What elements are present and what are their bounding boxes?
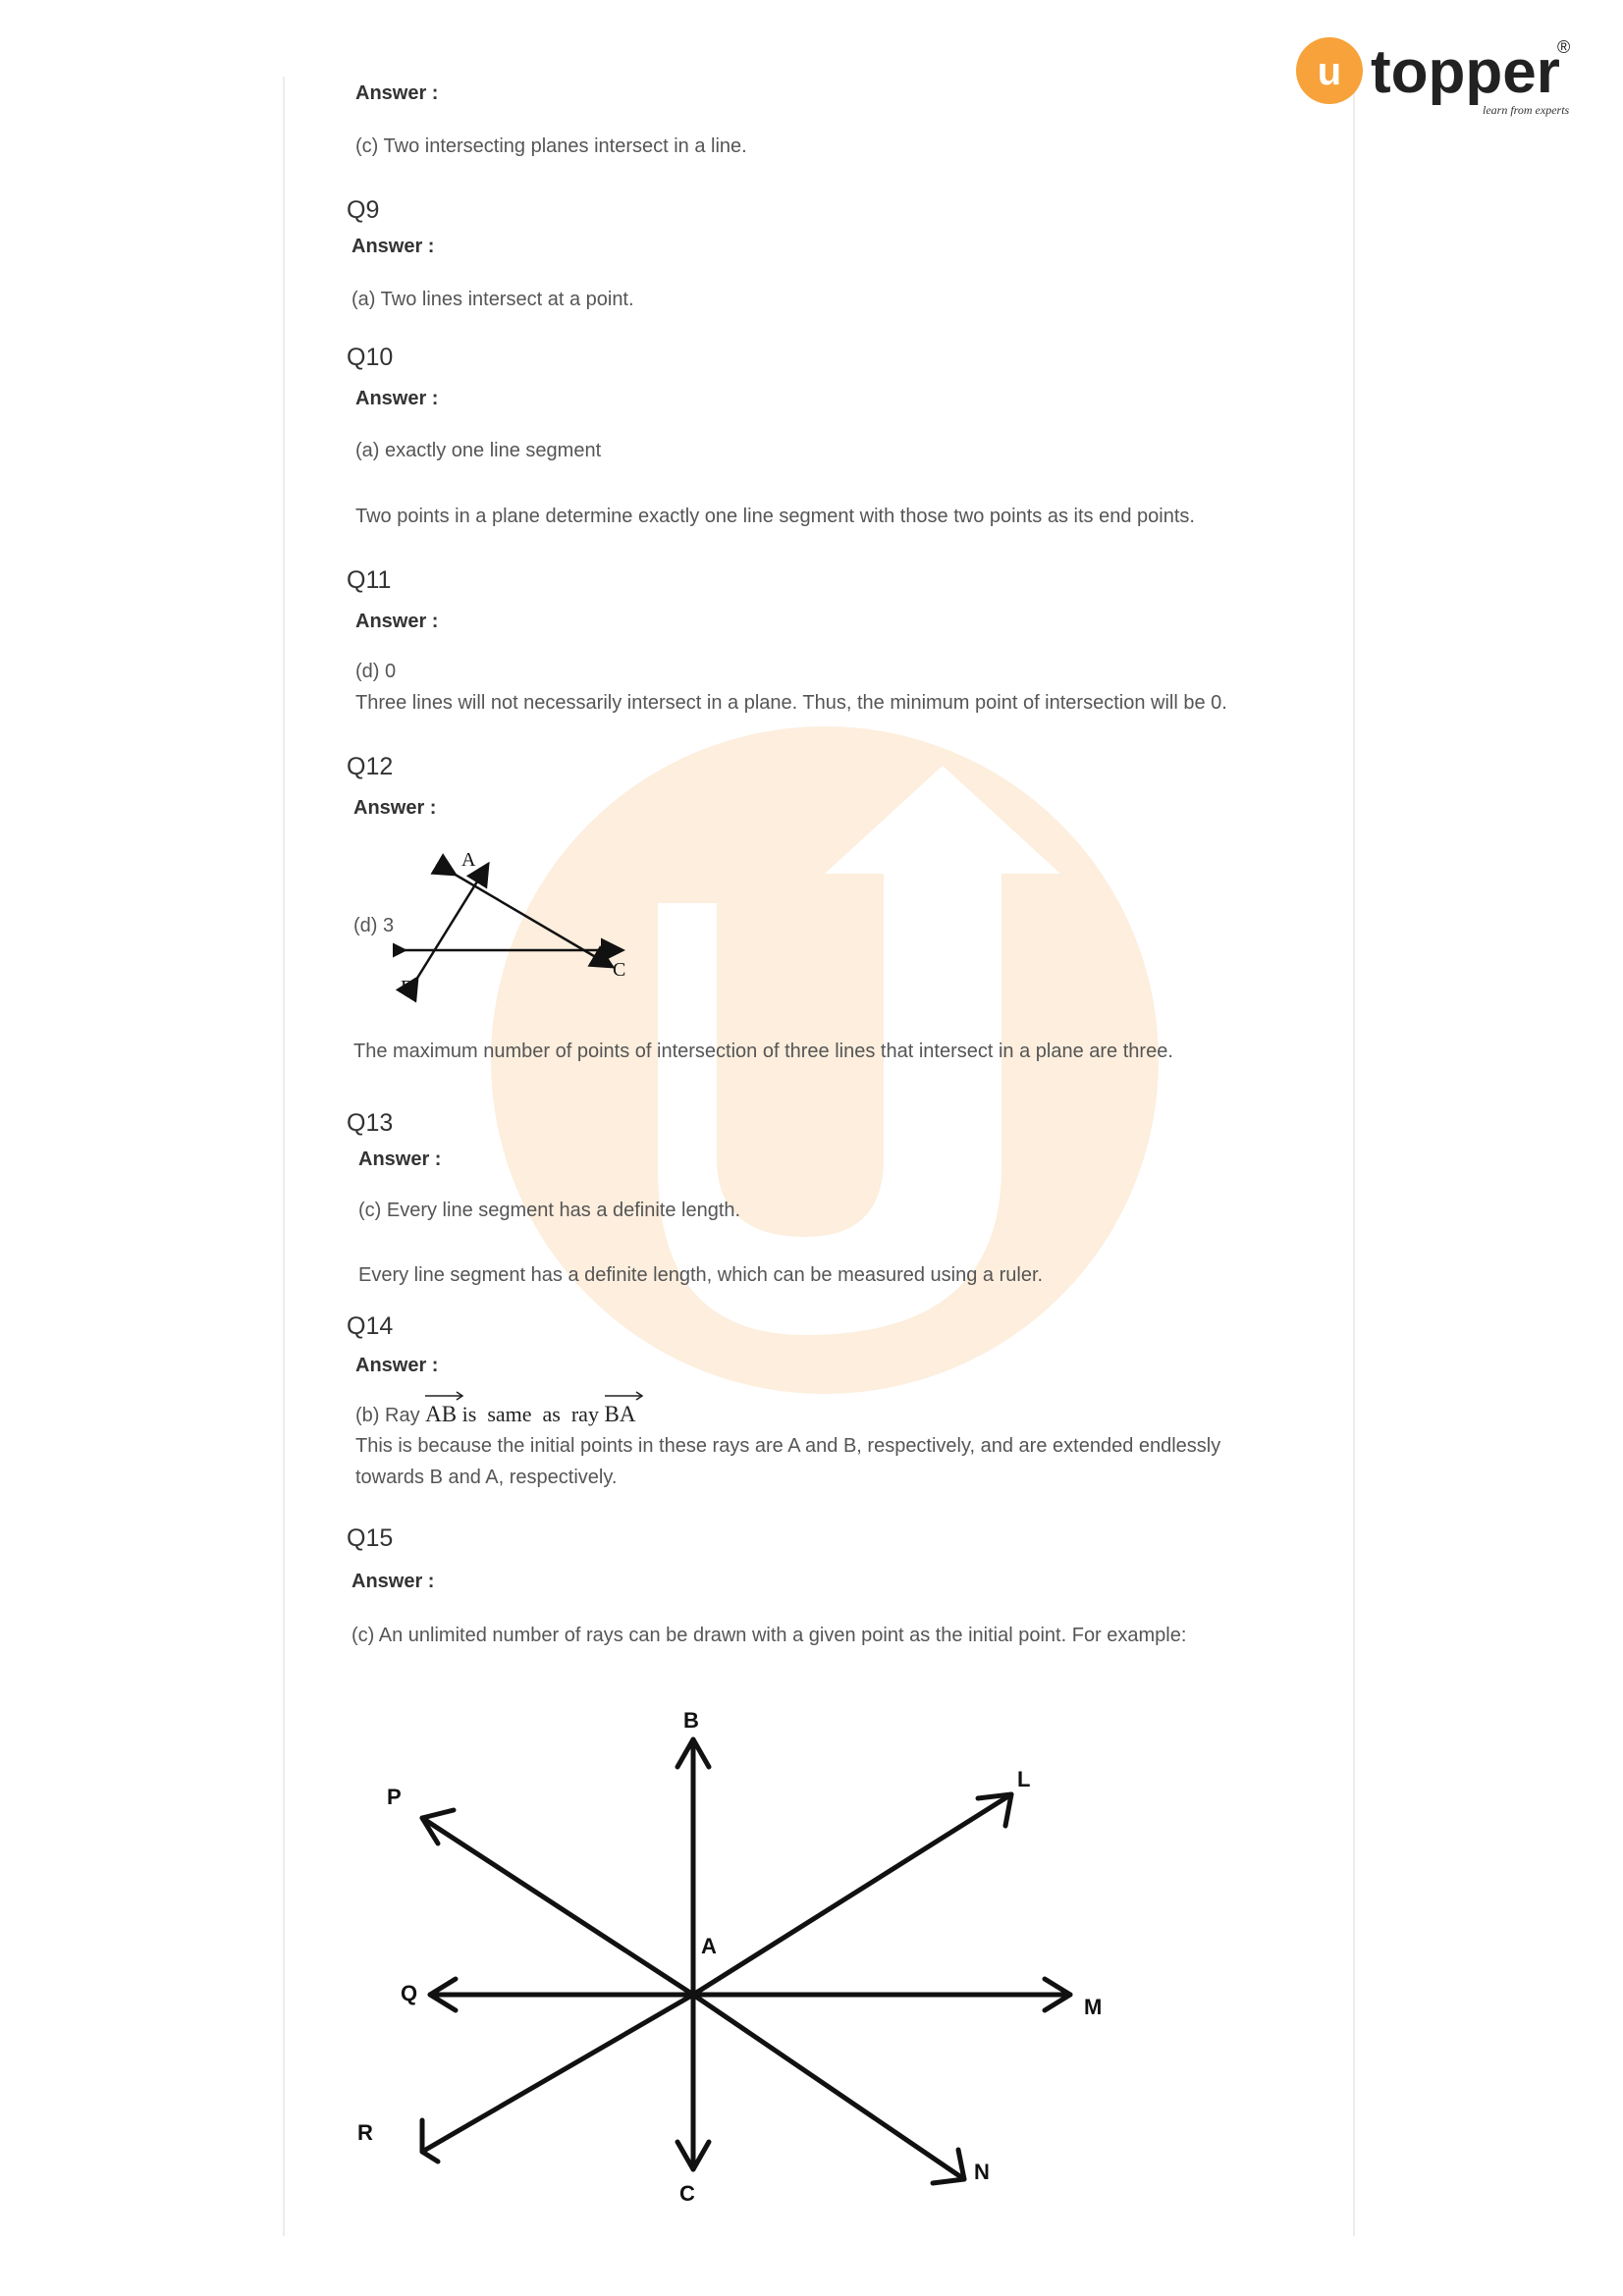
vector-ab: AB bbox=[425, 1402, 457, 1427]
vector-arrow-icon bbox=[425, 1390, 464, 1402]
label-l: L bbox=[1017, 1767, 1031, 1791]
explanation-text: towards B and A, respectively. bbox=[355, 1467, 618, 1488]
explanation-text: Every line segment has a definite length, which can be measured using a ruler. bbox=[358, 1264, 1044, 1286]
answer-label: Answer : bbox=[353, 797, 437, 819]
triangle-lines-figure bbox=[393, 844, 638, 1011]
answer-text: (a) exactly one line segment bbox=[355, 440, 602, 461]
answer-text: (c) Every line segment has a definite length. bbox=[358, 1200, 741, 1221]
question-label-q12: Q12 bbox=[347, 753, 394, 780]
answer-label: Answer : bbox=[355, 388, 439, 409]
vector-arrow-icon bbox=[605, 1390, 644, 1402]
label-a: A bbox=[701, 1934, 717, 1958]
question-label-q13: Q13 bbox=[347, 1109, 394, 1137]
explanation-text: Two points in a plane determine exactly one line segment with those two points as its end points. bbox=[355, 506, 1195, 527]
question-label-q14: Q14 bbox=[347, 1312, 394, 1340]
ray-answer bbox=[355, 1402, 635, 1427]
explanation-text: The maximum number of points of intersection of three lines that intersect in a plane are three. bbox=[353, 1041, 1173, 1062]
label-m: M bbox=[1084, 1995, 1103, 2019]
answer-text: (c) Two intersecting planes intersect in a line. bbox=[355, 135, 747, 157]
answer-text: (d) 3 bbox=[353, 915, 395, 936]
explanation-text: This is because the initial points in these rays are A and B, respectively, and are extended endlessly bbox=[355, 1435, 1221, 1457]
right-border bbox=[1353, 77, 1355, 2236]
label-q: Q bbox=[401, 1981, 418, 2005]
answer-label: Answer : bbox=[355, 611, 439, 632]
label-a: A bbox=[461, 849, 476, 871]
answer-label: Answer : bbox=[352, 236, 435, 257]
topper-logo bbox=[1294, 31, 1579, 130]
label-p: P bbox=[387, 1785, 402, 1809]
rays-figure bbox=[344, 1688, 1129, 2218]
ray-prefix: (b) Ray bbox=[355, 1405, 420, 1426]
question-label-q11: Q11 bbox=[347, 566, 392, 594]
answer-text: (d) 0 bbox=[355, 661, 397, 682]
question-label-q15: Q15 bbox=[347, 1524, 394, 1552]
answer-label: Answer : bbox=[352, 1571, 435, 1592]
vector-ba: BA bbox=[605, 1402, 636, 1427]
label-n: N bbox=[974, 2160, 990, 2184]
logo-mark: u bbox=[1317, 50, 1342, 93]
label-c: C bbox=[613, 959, 626, 981]
logo-registered: ® bbox=[1557, 37, 1571, 57]
answer-label: Answer : bbox=[355, 82, 439, 104]
answer-label: Answer : bbox=[355, 1355, 439, 1376]
logo-brand: topper bbox=[1371, 38, 1560, 106]
ray-words: is same as ray bbox=[461, 1402, 599, 1426]
answer-text: (c) An unlimited number of rays can be drawn with a given point as the initial point. For example: bbox=[352, 1625, 1187, 1646]
logo-tagline: learn from experts bbox=[1483, 103, 1570, 117]
label-b: B bbox=[401, 977, 414, 998]
answer-label: Answer : bbox=[358, 1148, 442, 1170]
question-label-q9: Q9 bbox=[347, 196, 380, 224]
label-c: C bbox=[679, 2181, 695, 2206]
question-label-q10: Q10 bbox=[347, 344, 394, 371]
label-b: B bbox=[683, 1708, 699, 1733]
label-r: R bbox=[357, 2120, 373, 2145]
explanation-text: Three lines will not necessarily intersect in a plane. Thus, the minimum point of intersection will be 0. bbox=[355, 692, 1227, 714]
left-border bbox=[283, 77, 285, 2236]
answer-text: (a) Two lines intersect at a point. bbox=[352, 289, 634, 310]
